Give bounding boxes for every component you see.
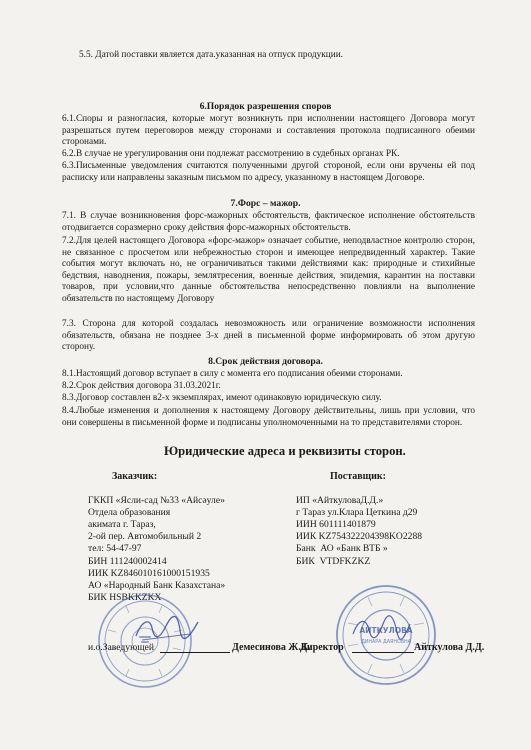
customer-line: БИН 111240002414 [88,556,167,567]
supplier-line: г Тараз ул.Клара Цеткина д29 [296,507,418,518]
supplier-line: ИИН 601111401879 [296,519,376,530]
supplier-signature-line [352,652,414,653]
customer-line: акимата г. Тараз, [88,519,156,530]
clause-8-1: 8.1.Настоящий договор вступает в силу с момента его подписания обеими сторонами. [62,369,403,379]
supplier-heading: Поставщик: [330,471,386,482]
supplier-line: ИИК KZ754322204398KO2288 [296,531,423,542]
clause-7-1: 7.1. В случае возникновения форс-мажорных обстоятельств, фактическое исполнение обстоятельств отодвигается соразмерно сроку действия форс-мажорных обстоятельств. [62,211,475,233]
customer-line: ГККП «Ясли-сад №33 «Айсәуле» [88,495,225,506]
customer-signature [132,612,202,646]
supplier-sign-name: Айткулова Д.Д. [414,642,485,653]
customer-line: АО «Народный Банк Казахстана» [88,580,226,591]
customer-heading: Заказчик: [112,471,158,482]
customer-line: БИК HSBKKZKX [88,592,162,603]
customer-sign-label: и.о.Заведующей [88,642,155,653]
section-8-heading: 8.Срок действия договора. [208,356,323,367]
clause-6-1: 6.1.Споры и разногласия, которые могут возникнуть при исполнении настоящего Договора могут разрешаться путем переговоров между сторонами и составления протокола подписанного обеими сторонами. [62,114,475,148]
clause-8-4: 8.4.Любые изменения и дополнения к настоящему Договору действительны, лишь при условии, что они совершены в письменной форме и подписаны уполномоченными на то представителями сторон. [62,406,475,428]
clause-7-2: 7.2.Для целей настоящего Договора «форс-мажор» означает событие, неподвластное контролю сторон, не связанное с просчетом или небрежностью сторон и имеющее непредвиденный характер. Такие события могут включать но, не ограничиваться такими действиями как: природные и стихийные бедствия, наводнения, пожары, землятресения, военные действия, эпидемия, карантин на поставки товаров, при условии,что данные обстоятельства непосредственно повлияли на выполнение обязательств по настоящему Договору [62,236,475,304]
supplier-sign-label: Директор [300,642,344,653]
requisites-title: Юридические адреса и реквизиты сторон. [164,444,406,458]
supplier-signature [350,612,412,644]
customer-line: тел: 54-47-97 [88,543,142,554]
stamp-subname-text: ДИНАРА ДАЯНОВНА [361,640,411,645]
section-6-heading: 6.Порядок разрешения споров [199,101,332,112]
customer-signature-line [160,652,230,653]
supplier-line: БИК VTDFKZKZ [296,556,371,567]
clause-8-2: 8.2.Срок действия договора 31.03.2021г. [62,381,221,391]
customer-line: Отдела образования [88,507,171,518]
customer-line: ИИК KZ846010161000151935 [88,568,210,579]
clause-5-5: 5.5. Датой поставки является дата.указанная на отпуск продукции. [79,50,343,60]
clause-6-2: 6.2.В случае не урегулирования они подлежат рассмотрению в судебных органах РК. [62,149,400,159]
supplier-line: ИП «АйткуловаД.Д.» [296,495,384,506]
customer-sign-name: Демесинова Ж.К. [232,642,311,653]
clause-7-3: 7.3. Сторона для которой создалась невозможность или ограничение возможности исполнения обязательств, обязана не позднее 3-х дней в письменной форме информировать об этом другую сторону. [62,319,475,353]
customer-line: 2-ой пер. Автомобильный 2 [88,531,202,542]
section-7-heading: 7.Форс – мажор. [230,198,301,209]
stamp-name-text: АЙТКУЛОВА [359,626,413,635]
supplier-line: Банк АО «Банк ВТБ » [296,543,388,554]
clause-6-3: 6.3.Письменные уведомления считаются полученными другой стороной, если они вручены ей под расписку или направлены заказным письмом по адресу, указанному в настоящем Договоре. [62,161,475,183]
clause-8-3: 8.3.Договор составлен в2-х экземплярах, имеют одинаковую юридическую силу. [62,393,382,403]
